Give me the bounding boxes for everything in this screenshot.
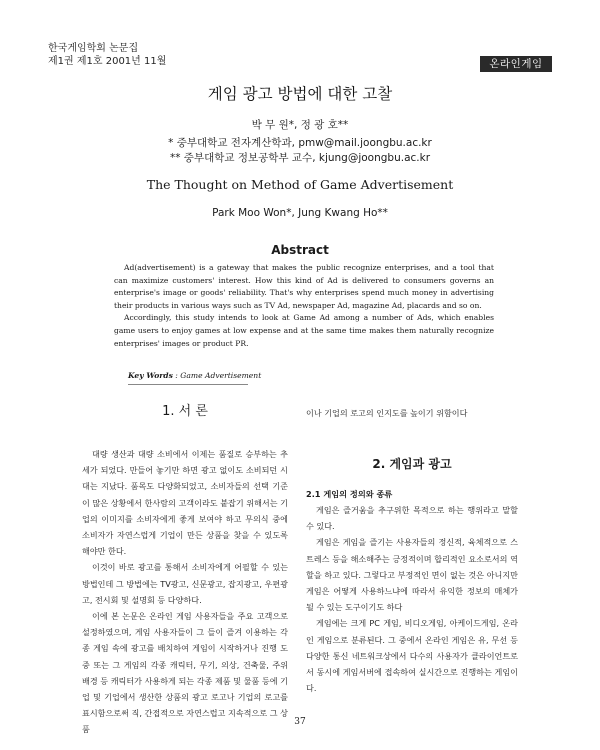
journal-issue: 제1권 제1호 2001년 11월 bbox=[48, 56, 167, 67]
body-paragraph: 대량 생산과 대량 소비에서 이제는 품질로 승부하는 추세가 되었다. 만들어 놓기만 하면 광고 없이도 소비되던 시대는 지났다. 품목도 다양화되었고, 소비자들의 선택 기준이 많은 상황에서 한사람의 고객이라도 붙잡기 위해서는 기업의 이미지를 소비자에게 좋게 보여야 하고 무의식 중에 소비자가 자연스럽게 기업이 만든 상품을 찾을 수 있도록 해야만 한다. bbox=[82, 449, 288, 557]
body-paragraph: 게임은 즐거움을 추구위한 목적으로 하는 행위라고 말할 수 있다. bbox=[306, 505, 518, 532]
journal-name: 한국게임학회 논문집 bbox=[48, 43, 139, 54]
column-right bbox=[306, 502, 518, 696]
paper-title-english: The Thought on Method of Game Advertisement bbox=[146, 177, 454, 192]
column-left bbox=[82, 446, 288, 738]
abstract-paragraph: Ad(advertisement) is a gateway that makes the public recognize enterprises, and a tool that can maximize customers' interest. How this kind of Ad is delivered to consumers governs an enterprise's image or goods' reliability. That's why enterprises spend much money in advertising their products in various ways such as TV Ad, newspaper Ad, magazine Ad, placards and so on. bbox=[114, 263, 494, 310]
paper-title-korean: 게임 광고 방법에 대한 고찰 bbox=[207, 85, 393, 103]
divider bbox=[128, 384, 248, 385]
category-badge: 온라인게임 bbox=[480, 56, 552, 72]
affiliation-1: * 중부대학교 전자계산학과, pmw@mail.joongbu.ac.kr bbox=[168, 137, 432, 149]
section-heading-game-and-ad: 2. 게임과 광고 bbox=[372, 457, 452, 471]
body-paragraph: 게임에는 크게 PC 게임, 비디오게임, 아케이드게임, 온라인 게임으로 분류된다. 그 중에서 온라인 게임은 유, 무선 등 다양한 통신 네트워크상에서 다수의 사용자가 클라이언트로서 동시에 게임서버에 접속하여 실시간으로 진행하는 게임이다. bbox=[306, 618, 518, 694]
authors-korean: 박 무 원*, 정 광 호** bbox=[251, 119, 349, 131]
abstract-body bbox=[114, 262, 494, 350]
abstract-paragraph: Accordingly, this study intends to look at Game Ad among a number of Ads, which enables game users to enjoy games at low expense and at the same time makes them naturally recognize enterprises' images or product PR. bbox=[114, 313, 494, 348]
page-number: 37 bbox=[294, 717, 306, 727]
journal-header bbox=[48, 42, 166, 68]
authors-english: Park Moo Won*, Jung Kwang Ho** bbox=[212, 207, 388, 219]
column-right-continuation: 이나 기업의 로고의 인지도를 높이기 위함이다 bbox=[306, 408, 468, 418]
affiliation-2: ** 중부대학교 정보공학부 교수, kjung@joongbu.ac.kr bbox=[169, 152, 431, 164]
body-paragraph: 게임은 게임을 즐기는 사용자들의 정신적, 육체적으로 스트레스 등을 해소해주는 긍정적이며 합리적인 요소로서의 역할을 하고 있다. 그렇다고 부정적인 면이 없는 것은 아니지만 게임은 어떻게 사용하느냐에 따라서 유익한 정보의 매체가 될 수 있는 도구이기도 하다 bbox=[306, 537, 518, 613]
body-paragraph: 이에 본 논문은 온라인 게임 사용자들을 주요 고객으로 설정하였으며, 게임 사용자들이 그 들이 즐겨 이용하는 각종 게임 속에 광고를 배치하여 게임이 시작하거나 진행 도중 또는 그 게임의 각종 캐릭터, 무기, 의상, 건축물, 주위 배경 등 캐릭터가 사용하게 되는 각종 제품 및 물품 등에 기업 및 기업에서 생산한 상품의 광고 로고나 기업의 로고를 표시함으로써 직, 간접적으로 자연스럽고 지속적으로 그 상품 bbox=[82, 611, 288, 735]
keywords-text: : Game Advertisement bbox=[172, 371, 262, 380]
body-paragraph: 이것이 바로 광고를 통해서 소비자에게 어필할 수 있는 방법인데 그 방법에는 TV광고, 신문광고, 잡지광고, 우편광고, 전시회 및 설명회 등 다양하다. bbox=[82, 562, 288, 605]
subsection-heading: 2.1 게임의 정의와 종류 bbox=[306, 489, 393, 499]
keywords bbox=[128, 371, 261, 380]
section-heading-introduction: 1. 서 론 bbox=[162, 404, 208, 419]
keywords-label: Key Words bbox=[128, 371, 173, 380]
abstract-heading: Abstract bbox=[271, 243, 329, 257]
